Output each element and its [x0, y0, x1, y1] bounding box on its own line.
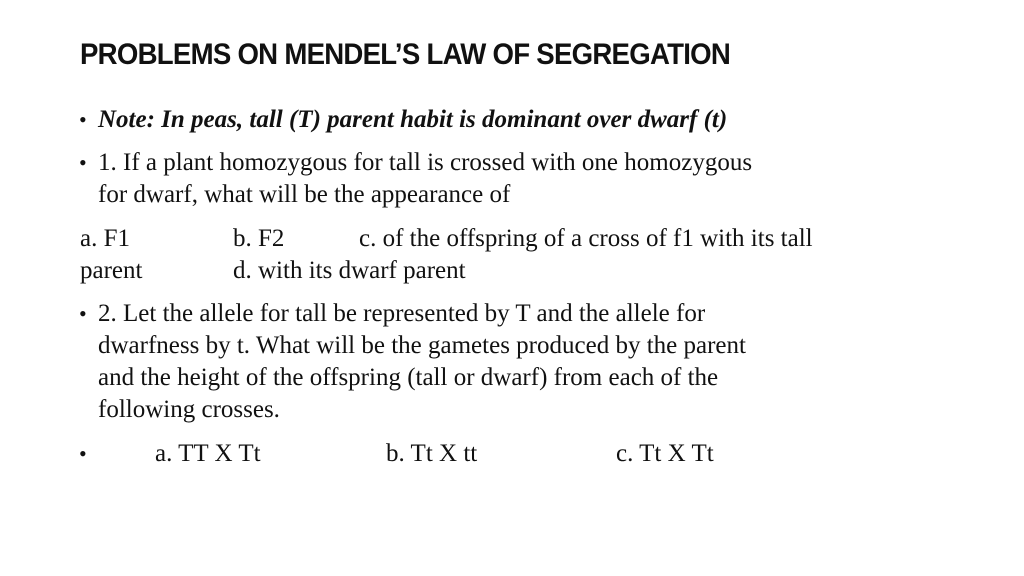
- q1-line-2: for dwarf, what will be the appearance of: [98, 181, 511, 208]
- cross-b: b. Tt X tt: [386, 440, 478, 467]
- bullet-crosses: •: [79, 441, 87, 466]
- q1-option-a: a. F1: [80, 225, 130, 252]
- cross-c: c. Tt X Tt: [616, 440, 714, 467]
- bullet-q1: •: [79, 150, 87, 175]
- q1-option-c-continued: parent: [80, 257, 143, 284]
- q1-option-d: d. with its dwarf parent: [233, 257, 466, 284]
- bullet-q2: •: [79, 301, 87, 326]
- slide-title: PROBLEMS ON MENDEL’S LAW OF SEGREGATION: [80, 38, 731, 71]
- cross-a: a. TT X Tt: [155, 440, 261, 467]
- q1-line-1: 1. If a plant homozygous for tall is crossed with one homozygous: [98, 149, 753, 176]
- q2-line-2: dwarfness by t. What will be the gametes produced by the parent: [98, 332, 746, 359]
- q2-line-3: and the height of the offspring (tall or dwarf) from each of the: [98, 364, 719, 391]
- bullet-note: •: [79, 107, 87, 132]
- q2-line-1: 2. Let the allele for tall be represented by T and the allele for: [98, 300, 706, 327]
- q1-option-b: b. F2: [233, 225, 285, 252]
- q1-option-c: c. of the offspring of a cross of f1 with its tall: [359, 225, 813, 252]
- q2-line-4: following crosses.: [98, 396, 280, 423]
- note-text: Note: In peas, tall (T) parent habit is dominant over dwarf (t): [98, 106, 728, 133]
